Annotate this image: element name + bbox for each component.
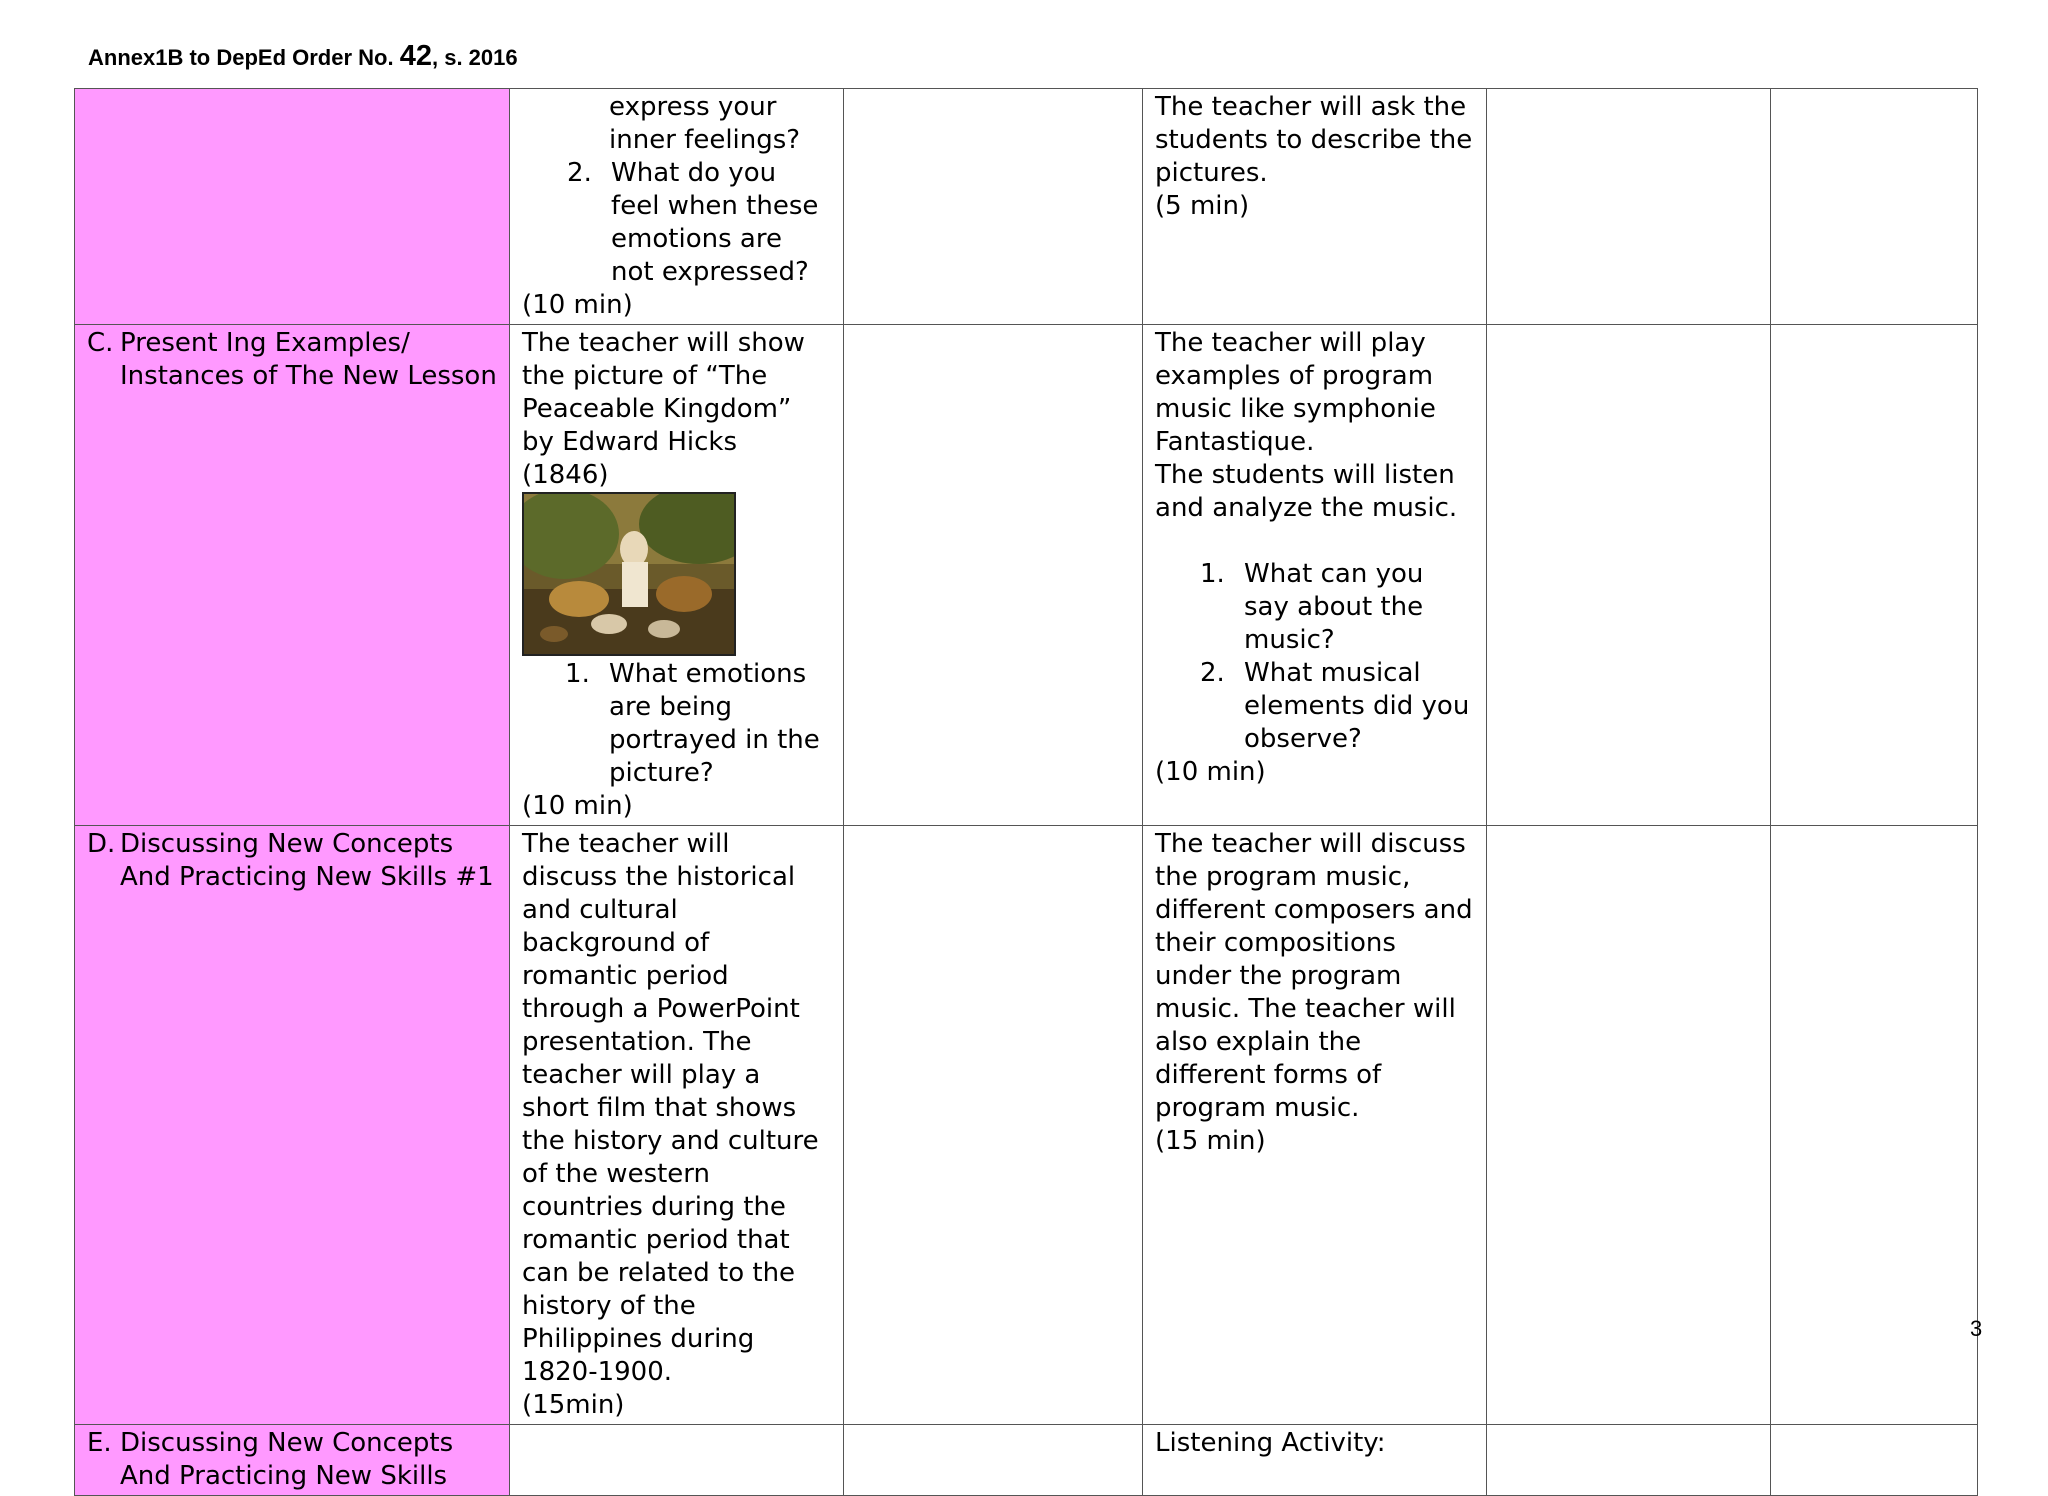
list-item xyxy=(1200,657,1474,756)
question-number: 1. xyxy=(1200,559,1225,589)
question-number: 2. xyxy=(1200,658,1225,688)
question-number: 1. xyxy=(565,659,590,689)
activity-text: The teacher will discuss the historical and cultural background of romantic period through a PowerPoint presentation. The teacher will play a short film that shows the history and culture of the western countries during the romantic period that can be related to the history of the Philippines during 1820-1900. xyxy=(522,829,819,1387)
question-text: What emotions are being portrayed in the picture? xyxy=(609,659,820,788)
empty-cell xyxy=(843,325,1142,826)
activity-cell xyxy=(1143,89,1487,325)
time-allotment: (15min) xyxy=(522,1390,625,1420)
empty-cell xyxy=(1770,89,1977,325)
activity-text: The teacher will show the picture of “The Peaceable Kingdom” by Edward Hicks (1846) xyxy=(522,328,805,490)
row-label-cell xyxy=(75,826,510,1425)
question-text: What can you say about the music? xyxy=(1244,559,1424,655)
painting-image xyxy=(524,494,734,654)
question-text: What musical elements did you observe? xyxy=(1244,658,1470,754)
peaceable-kingdom-painting xyxy=(522,492,736,656)
activity-cell xyxy=(510,89,844,325)
activity-cell xyxy=(510,826,844,1425)
table-row xyxy=(75,325,1978,826)
question-list xyxy=(1200,558,1474,756)
question-text: express your inner feelings? xyxy=(609,92,801,155)
question-list xyxy=(567,157,831,289)
header-prefix: Annex1B to DepEd Order No. xyxy=(88,45,400,70)
question-list xyxy=(565,658,831,790)
row-title: Discussing New Concepts And Practicing New Skills xyxy=(120,1428,454,1491)
row-label xyxy=(87,1427,497,1493)
lesson-plan-table xyxy=(74,88,1978,1496)
row-letter: D. xyxy=(87,829,116,859)
table-row xyxy=(75,89,1978,325)
row-letter: C. xyxy=(87,328,114,358)
empty-cell xyxy=(1486,325,1770,826)
activity-text: The teacher will ask the students to describe the pictures. xyxy=(1155,92,1473,188)
empty-cell xyxy=(510,1425,844,1496)
list-item xyxy=(609,91,831,157)
empty-cell xyxy=(1770,1425,1977,1496)
activity-cell xyxy=(1143,1425,1487,1496)
time-allotment: (10 min) xyxy=(522,791,633,821)
activity-cell xyxy=(1143,325,1487,826)
empty-cell xyxy=(1486,826,1770,1425)
row-title: Present Ing Examples/ Instances of The New Lesson xyxy=(120,328,497,391)
order-number: 42 xyxy=(399,40,432,72)
empty-cell xyxy=(843,826,1142,1425)
empty-cell xyxy=(843,89,1142,325)
question-list xyxy=(609,91,831,157)
list-item xyxy=(565,658,831,790)
row-title: Discussing New Concepts And Practicing New Skills #1 xyxy=(120,829,494,892)
row-label xyxy=(87,327,497,393)
activity-cell xyxy=(510,325,844,826)
row-letter: E. xyxy=(87,1428,112,1458)
row-label-cell xyxy=(75,325,510,826)
empty-cell xyxy=(1770,826,1977,1425)
row-label-cell xyxy=(75,89,510,325)
document-header xyxy=(88,40,518,73)
empty-cell xyxy=(843,1425,1142,1496)
list-item xyxy=(567,157,831,289)
time-allotment: (10 min) xyxy=(522,290,633,320)
activity-text: The students will listen and analyze the music. xyxy=(1155,460,1458,523)
list-item xyxy=(1200,558,1474,657)
time-allotment: (15 min) xyxy=(1155,1126,1266,1156)
time-allotment: (10 min) xyxy=(1155,757,1266,787)
page-number: 3 xyxy=(1970,1316,1983,1341)
activity-text: The teacher will discuss the program music, different composers and their compositions under the program music. The teacher will also explain the different forms of program music. xyxy=(1155,829,1473,1123)
table-row xyxy=(75,1425,1978,1496)
empty-cell xyxy=(1486,89,1770,325)
row-label-cell xyxy=(75,1425,510,1496)
header-suffix: , s. 2016 xyxy=(431,45,518,70)
question-number: 2. xyxy=(567,158,592,188)
empty-cell xyxy=(1770,325,1977,826)
question-text: What do you feel when these emotions are not expressed? xyxy=(611,158,819,287)
table-row xyxy=(75,826,1978,1425)
row-label xyxy=(87,828,497,894)
activity-text: The teacher will play examples of program music like symphonie Fantastique. xyxy=(1155,328,1436,457)
activity-text: Listening Activity: xyxy=(1155,1428,1386,1458)
activity-cell xyxy=(1143,826,1487,1425)
time-allotment: (5 min) xyxy=(1155,191,1250,221)
empty-cell xyxy=(1486,1425,1770,1496)
